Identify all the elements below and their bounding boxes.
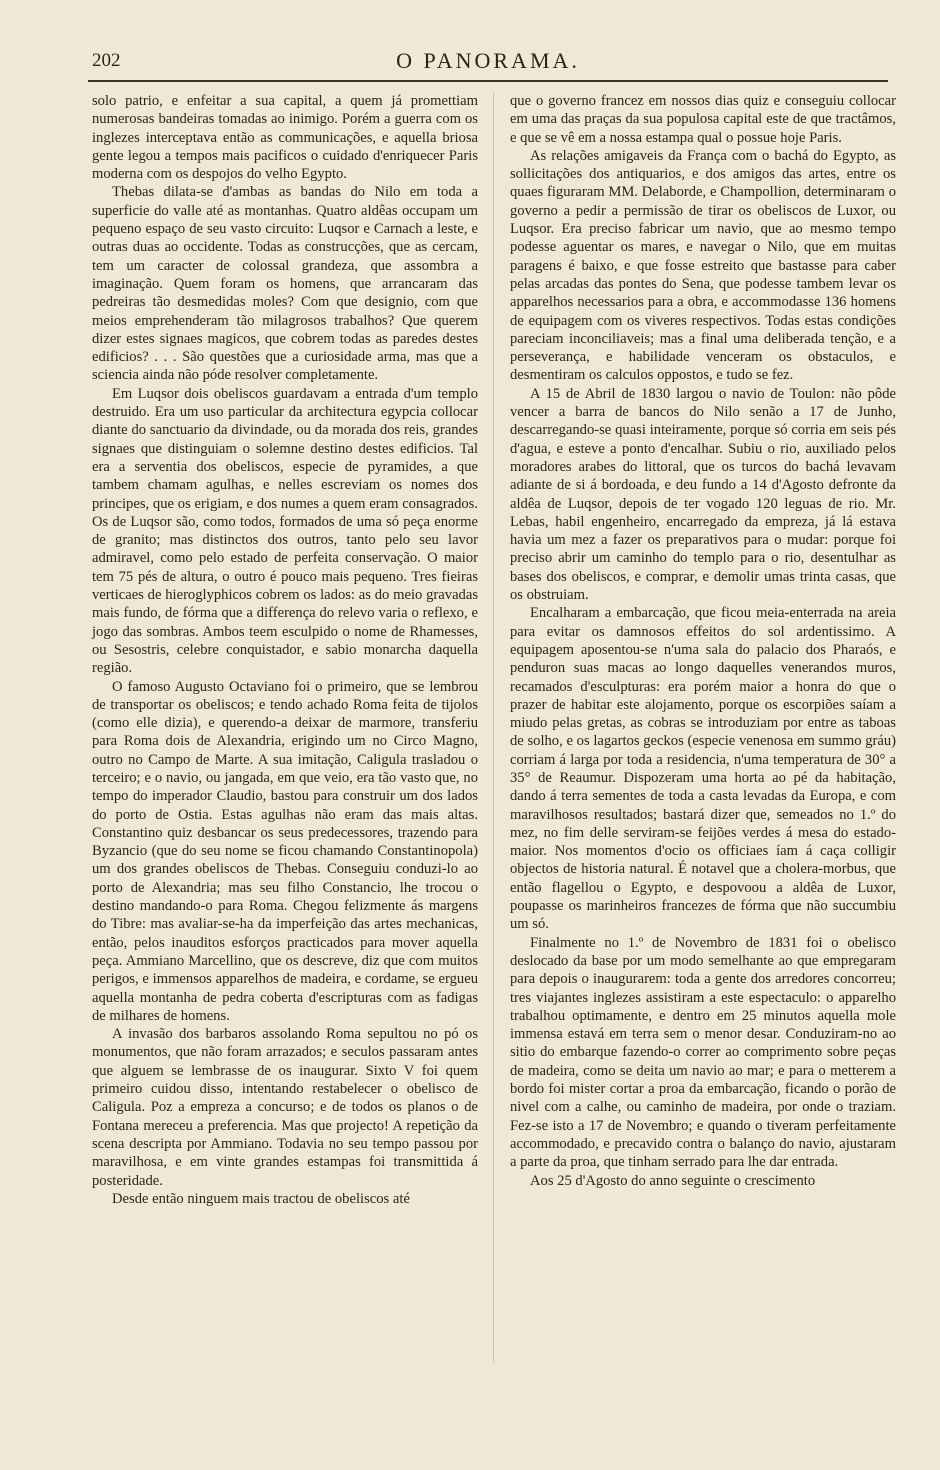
paragraph: Aos 25 d'Agosto do anno seguinte o crescimento	[530, 1172, 816, 1189]
paragraph: solo patrio, e enfeitar a sua capital, a quem já promettiam numerosas bandeiras tomadas ao inimigo. Porém a guerra com os inglezes interceptava então as communicações, e aquella briosa gente legou a tempos mais pacificos o cuidado d'enriquecer Paris moderna com os despojos do velho Egypto.	[92, 93, 478, 183]
paragraph: Encalharam a embarcação, que ficou meia-enterrada na areia para evitar os damnosos effeitos do sol ardentissimo. A equipagem aposentou-se n'uma sala do palacio dos Pharaós, e penduron suas macas ao longo daquelles venerandos muros, recamados d'esculpturas: era porém maior a honra do que o prazer de habitar este alojamento, porque os escorpiões saíam a miudo pelas gretas, as cobras se introduziam por entre as taboas de solho, e os lagartos geckos (especie venenosa em summo gráu) corriam á larga por toda a residencia, n'uma temperatura de 30° a 35° de Reaumur. Dispozeram uma horta ao pé da habitação, dando á terra sementes de toda a casta levadas da Europa, e com maravilhosos resultados; bastará dizer que, semeados no 1.º do mez, no fim delle serviram-se feijões verdes á mesa do estado-maior. Nos momentos d'ocio os officiaes íam á caça colligir objectos de historia natural. É notavel que a cholera-morbus, que então flagellou o Egypto, e despovoou a aldêa de Luxor, poupasse os marinheiros francezes de fórma que não succumbiu um só.	[510, 605, 896, 933]
left-column	[92, 92, 478, 1208]
paragraph: que o governo francez em nossos dias quiz e conseguiu collocar em uma das praças da sua populosa capital este de que tractâmos, e que se vê em a nossa estampa qual o possue hoje Paris.	[510, 93, 896, 146]
running-title: O PANORAMA.	[396, 48, 580, 73]
paragraph: Thebas dilata-se d'ambas as bandas do Nilo em toda a superficie do valle até as montanhas. Quatro aldêas occupam um pequeno espaço de seu vasto circuito: Luqsor e Carnach a leste, e outras duas ao occidente. Todas as construcções, que as cercam, tem um caracter de colossal grandeza, que assombra a imaginação. Quem foram os homens, que arrancaram das pedreiras tão desmedidas moles? Com que designio, com que meios emprehenderam tão milagrosos trabalhos? Que querem dizer estes signaes magicos, que cobrem todas as paredes destes edificios? . . . São questões que a curiosidade arma, mas que a sciencia ainda não póde resolver completamente.	[92, 184, 478, 384]
paragraph: O famoso Augusto Octaviano foi o primeiro, que se lembrou de transportar os obeliscos; e tendo achado Roma feita de tijolos (como elle dizia), e querendo-a deixar de marmore, transferiu para Roma dois de Alexandria, erigindo um no Circo Magno, outro no Campo de Marte. A sua imitação, Caligula trasladou o terceiro; e o navio, ou jangada, em que veio, era tão vasto que, no tempo do imperador Claudio, bastou para construir um dos lados do porto de Ostia. Estas agulhas não eram das mais altas. Constantino quiz desbancar os seus predecessores, trazendo para Byzancio (que do seu nome se ficou chamando Constantinopola) um dos grandes obeliscos de Thebas. Conseguiu conduzi-lo ao porto de Alexandria; mas seu filho Constancio, lhe trocou o destino mandando-o para Roma. Chegou felizmente ás margens do Tibre: mas avaliar-se-ha da imperfeição das artes mechanicas, então, pelos inauditos esforços practicados para mover aquella peça. Ammiano Marcellino, que os descreve, diz que com muitos perigos, e immensos apparelhos de madeira, e cordame, se ergueu aquella montanha de pedra coberta d'escripturas com as fadigas de milhares de homens.	[92, 678, 478, 1024]
paragraph: Finalmente no 1.º de Novembro de 1831 foi o obelisco deslocado da base por um modo semelhante ao que empregaram para depois o inaugurarem: toda a gente dos arredores concorreu; tres viajantes inglezes assistiram a este espectaculo: o apparelho trabalhou optimamente, e dentro em 25 minutos aquella mole immensa estavá em terra sem o menor desar. Conduziram-no ao sitio do embarque fazendo-o correr ao comprimento sobre peças de madeira, como se deita um navio ao mar; e para o metterem a bordo foi mister cortar a proa da embarcação, ficando o porão de nivel com a calhe, ou caminho de madeira, por onde o traziam. Fez-se isto a 17 de Novembro; e quando o tiveram perfeitamente accommodado, e precavido contra o balanço do navio, ajustaram a parte da proa, que tinham serrado para lhe dar entrada.	[510, 934, 896, 1171]
paragraph: Desde então ninguem mais tractou de obeliscos até	[112, 1190, 410, 1207]
paragraph: As relações amigaveis da França com o bachá do Egypto, as sollicitações dos antiquarios, e dos amigos das artes, entre os quaes figuraram MM. Delaborde, e Champollion, determinaram o governo a pedir a permissão de tirar os obeliscos de Luxor, ou Luqsor. Era preciso fabricar um navio, que ao mesmo tempo podesse aguentar os mares, e navegar o Nilo, que em muitas paragens é baixo, e que fosse estreito que bastasse para caber pelas arcadas das pontes do Sena, que podesse tambem levar os apparelhos necessarios para a obra, e accommodasse 136 homens de equipagem com os viveres respectivos. Todas estas condições pareciam inconciliaveis; mas a final uma deliberada tenção, e a perseverança, e habilidade venceram os obstaculos, e desmentiram os calculos oppostos, e tudo se fez.	[510, 147, 896, 384]
page-number: 202	[92, 50, 121, 71]
paragraph: A 15 de Abril de 1830 largou o navio de Toulon: não pôde vencer a barra de bancos do Nilo senão a 17 de Junho, descarregando-se quasi inteiramente, porque só corria em seis pés d'agua, e esteve a ponto d'encalhar. Subiu o rio, auxiliado pelos moradores arabes do littoral, que os turcos do bachá levavam adiante de si á bordoada, e deu fundo a 14 d'Agosto defronte da aldêa de Luqsor, depois de ter vogado 120 leguas de rio. Mr. Lebas, habil engenheiro, encarregado da empreza, já lá estava havia um mez a fazer os preparativos para o mudar: porque foi preciso abrir um caminho do templo para o rio, desentulhar as bases dos obeliscos, e comprar, e demolir umas trinta casas, que os obstruiam.	[510, 385, 896, 604]
column-divider	[493, 92, 494, 1362]
paragraph: A invasão dos barbaros assolando Roma sepultou no pó os monumentos, que não foram arrazados; e seculos passaram antes que alguem se lembrasse de os inaugurar. Sixto V foi quem primeiro cuidou disso, intentando restabelecer o obelisco de Caligula. Poz a empreza a concurso; e de todos os planos o de Fontana mereceu a preferencia. Mas que projecto! A repetição da scena descripta por Ammiano. Todavia no seu tempo passou por maravilhosa, e em vinte grandes estampas foi transmittida á posteridade.	[92, 1026, 478, 1189]
right-column	[510, 92, 896, 1190]
page-header	[88, 48, 888, 82]
paragraph: Em Luqsor dois obeliscos guardavam a entrada d'um templo destruido. Era um uso particular da architectura egypcia collocar diante do sanctuario da divindade, ou da morada dos reis, grandes signaes que distinguiam o solemne destino destes edificios. Tal era a serventia dos obeliscos, especie de pyramides, a que tambem chamam agulhas, e nelles escreviam os nomes dos principes, que os erigiam, e dos numes a quem eram consagrados. Os de Luqsor são, como todos, formados de uma só peça enorme de granito; mas distinctos dos outros, tanto pelo seu lavor admiravel, como pelo estado de perfeita conservação. O maior tem 75 pés de altura, o outro é pouco mais pequeno. Tres fieiras verticaes de hieroglyphicos cobrem os lados: as do meio gravadas mais fundo, de fórma que a differença do relevo varia o reflexo, e jogo das sombras. Ambos teem esculpido o nome de Rhamesses, ou Sesostris, celebre conquistador, e sabio monarcha daquella região.	[92, 385, 478, 677]
